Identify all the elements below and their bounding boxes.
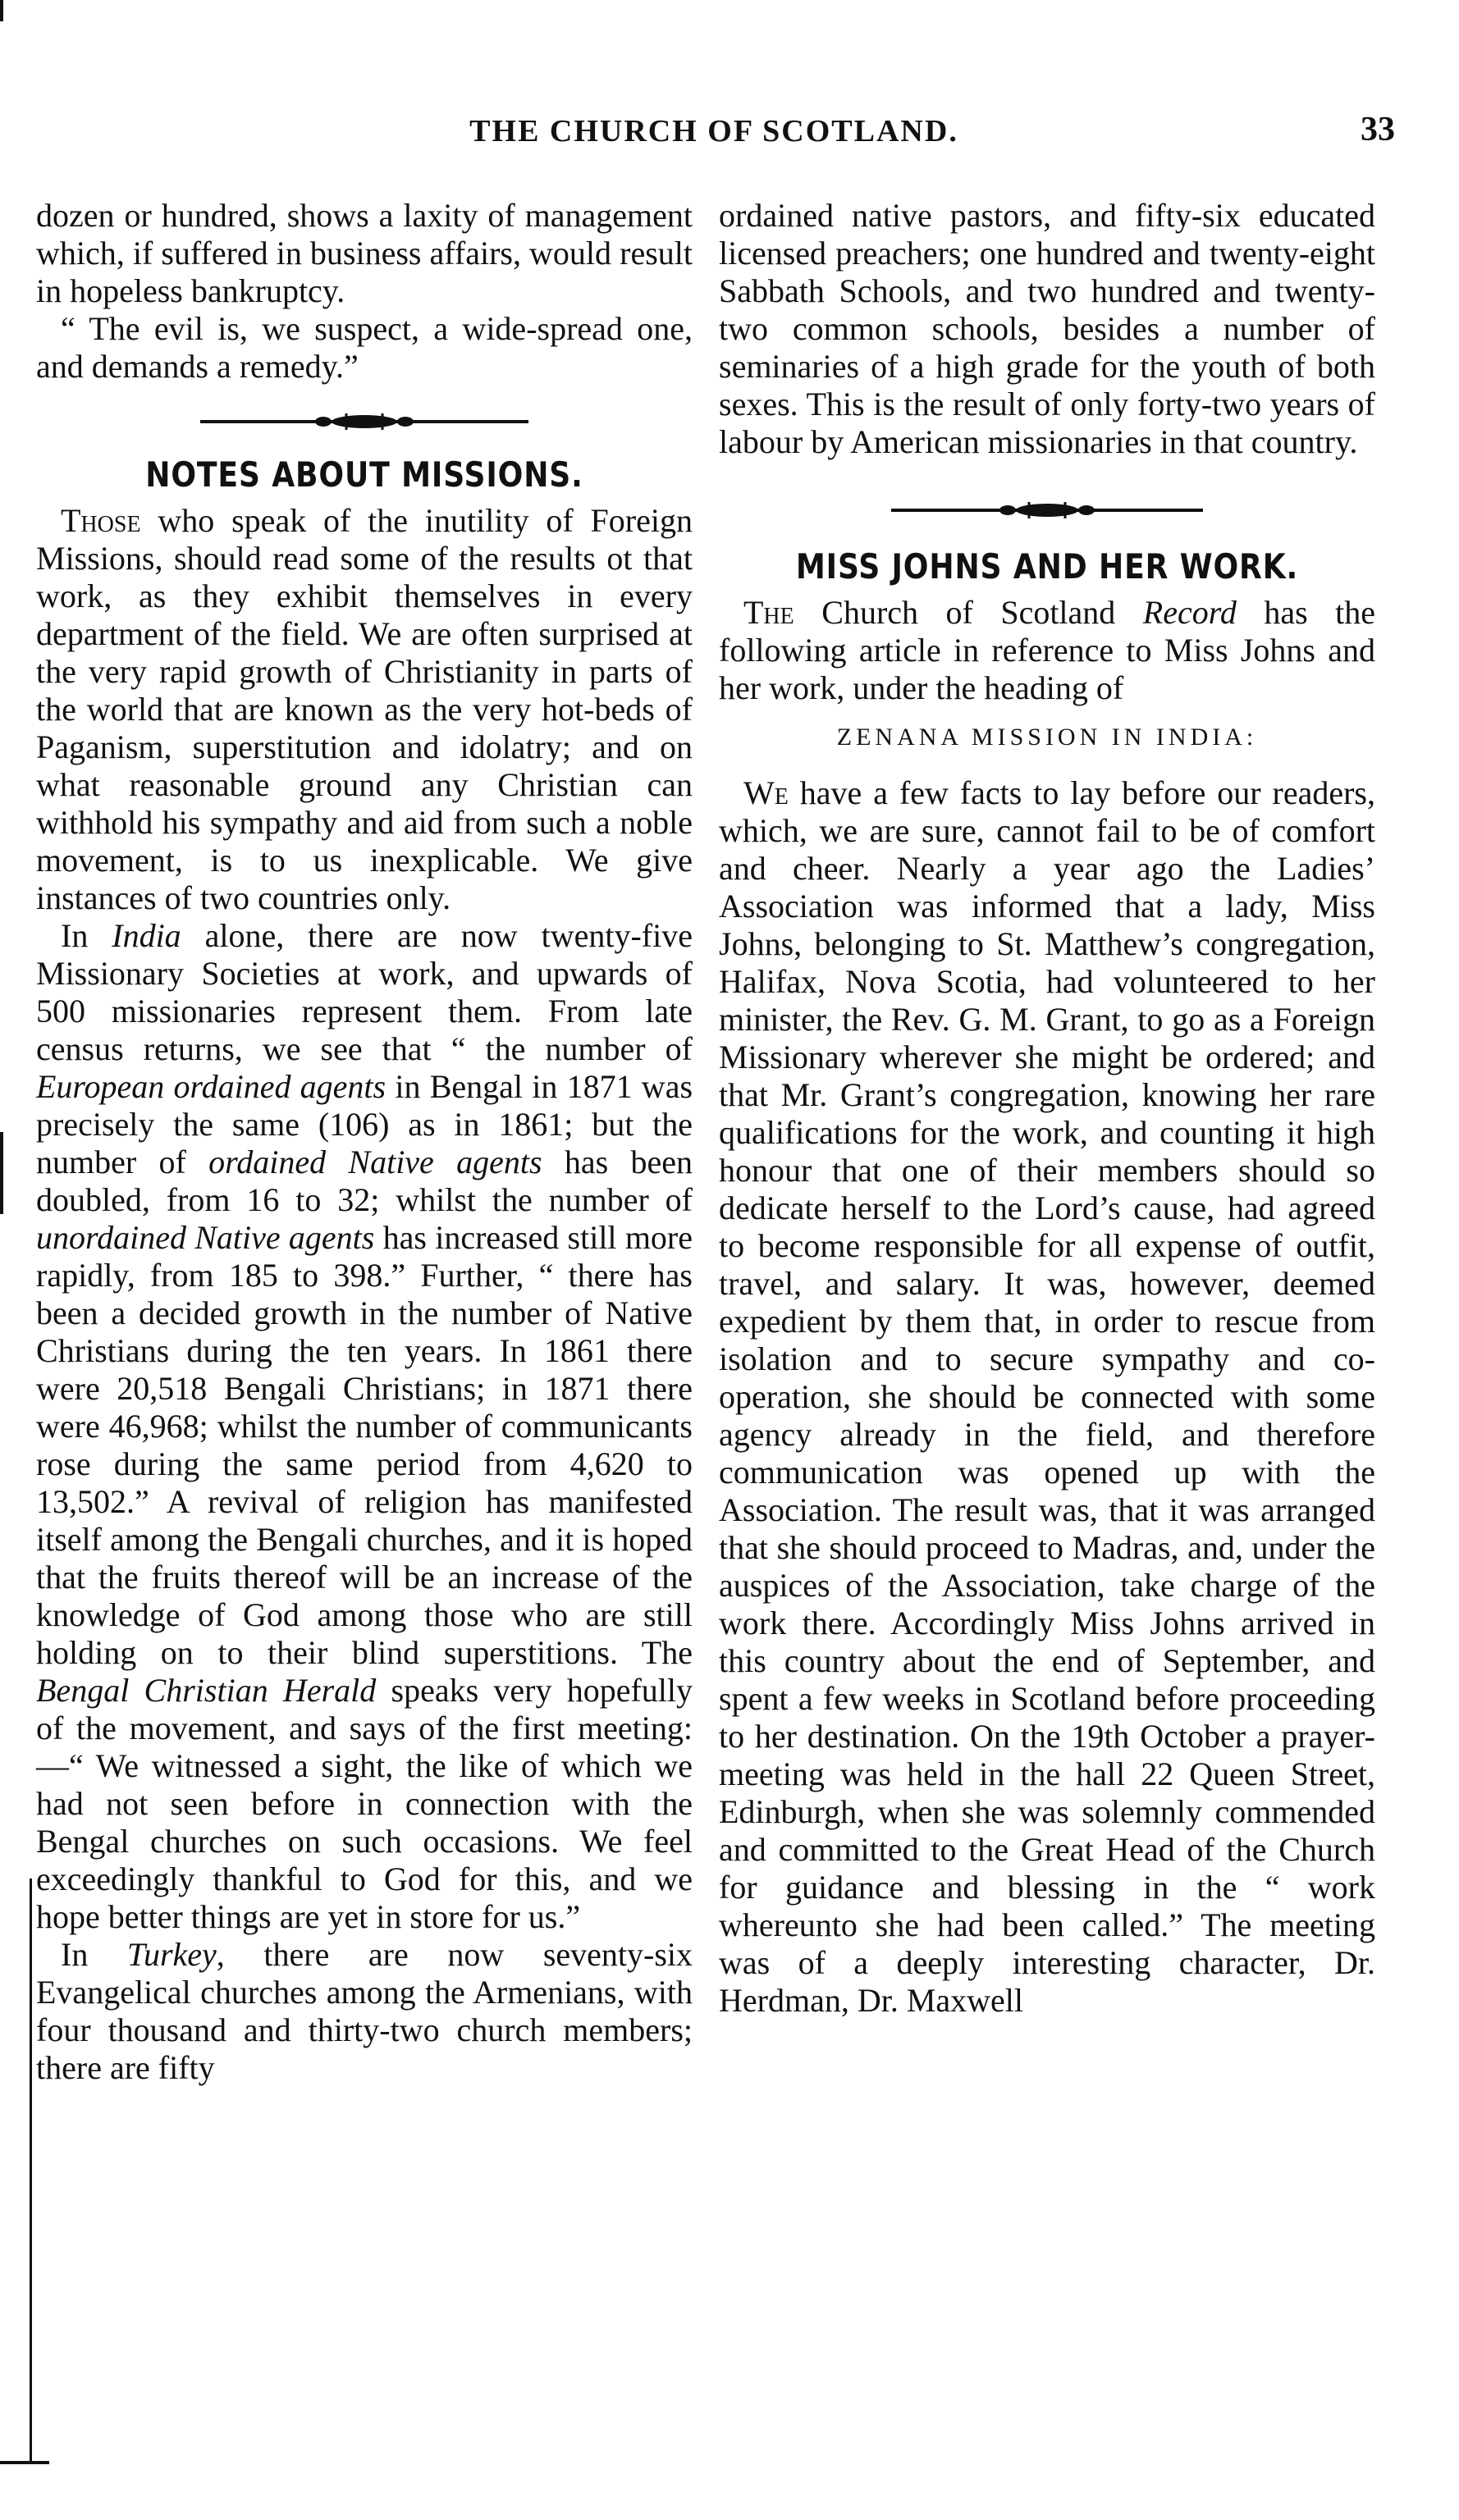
paragraph-text: who speak of the inutility of Foreign Missions, should read some of the results ot that work, as they exhibit themselves in every department of the field. We are often surprised at the very rapid growth of Christianity in parts of the world that are known as the very hot-beds of Paganism, superstitution and idolatry; and on what reasonable ground any Christian can withhold his sympathy and aid from such a noble movement, is to us inexplicable. We give instances of two countries only. (36, 502, 693, 916)
italic-unordained-agents: unordained Native agents (36, 1219, 375, 1256)
left-column (36, 197, 693, 2087)
text-run: has the following article in reference to Miss Johns and her work, under the heading of (719, 594, 1375, 706)
paragraph-inutility (36, 502, 693, 917)
text-run: alone, there are now twenty-five Missionary Societies at work, and upwards of 500 missionaries represent them. From late census returns, we see that “ the number of (36, 917, 693, 1067)
page-header (33, 113, 1395, 162)
paragraph-text: have a few facts to lay before our readers, which, we are sure, cannot fail to be of comfort and cheer. Nearly a year ago the Ladies’ Association was informed that a lady, Miss Johns, belonging to St. Matthew’s congregation, Halifax, Nova Scotia, had volunteered to her minister, the Rev. G. M. Grant, to go as a Foreign Missionary wherever she might be ordered; and that Mr. Grant’s congregation, knowing her rare qualifications for the work, and counting it high honour that one of their members should so dedicate herself to the Lord’s cause, had agreed to become responsible for all expense of outfit, travel, and salary. It was, however, deemed expedient by them that, in order to rescue from isolation and to secure sympathy and co-operation, she should be connected with some agency already in the field, and therefore communication was opened up with the Association. The result was, that it was arranged that she should proceed to Madras, and, under the auspices of the Association, take charge of the work there. Accordingly Miss Johns arrived in this country about the end of September, and spent a few weeks in Scotland before proceeding to her destination. On the 19th October a prayer-meeting was held in the hall 22 Queen Street, Edinburgh, when she was solemnly commended and committed to the Great Head of the Church for guidance and blessing in the “ work whereunto she had been called.” The meeting was of a deeply interesting character, Dr. Herdman, Dr. Maxwell (719, 774, 1375, 2019)
paragraph-intro (719, 594, 1375, 707)
text-run: has been doubled, from 16 to 32; whilst the number of (36, 1144, 693, 1218)
section-heading-notes-about-missions: NOTES ABOUT MISSIONS. (145, 454, 583, 495)
italic-herald: Bengal Christian Herald (36, 1672, 377, 1709)
italic-native-agents: ordained Native agents (208, 1144, 542, 1180)
text-run: In (61, 1936, 127, 1973)
running-title: THE CHURCH OF SCOTLAND. (469, 114, 958, 148)
margin-rule (30, 1879, 32, 2461)
page-number: 33 (1361, 111, 1395, 148)
page-edge-mark-bottom (0, 2461, 49, 2464)
right-column (719, 197, 1375, 2020)
paragraph-turkey (36, 1936, 693, 2087)
continued-paragraph: dozen or hundred, shows a laxity of management which, if suffered in business affairs, would result in hopeless bankruptcy. (36, 197, 693, 309)
italic-european-agents: European ordained agents (36, 1068, 386, 1105)
page-edge-mark-side (0, 1132, 3, 1214)
lead-word: We (743, 774, 789, 811)
section-heading-miss-johns: MISS JOHNS AND HER WORK. (795, 546, 1299, 587)
section-divider-ornament (891, 502, 1203, 518)
continued-paragraph: ordained native pastors, and fifty-six educated licensed preachers; one hundred and twenty-eight Sabbath Schools, and two hundred and twenty-two common schools, besides a number of seminaries of a high grade for the youth of both sexes. This is the result of only forty-two years of labour by American missionaries in that country. (719, 197, 1375, 460)
closing-quote: “ The evil is, we suspect, a wide-spread one, and demands a remedy.” (36, 310, 693, 385)
paragraph-india (36, 917, 693, 1936)
section-divider-ornament (200, 413, 528, 430)
text-run: in Bengal in 1871 was precisely the same (106) as in 1861; but the number of (36, 1068, 693, 1180)
page-edge-mark-top (0, 0, 3, 21)
italic-record: Record (1142, 594, 1237, 631)
lead-word: Those (61, 502, 141, 539)
text-run: , there are now seventy-six Evangelical churches among the Armenians, with four thousand and thirty-two church members; there are fifty (36, 1936, 693, 2086)
italic-india: India (112, 917, 181, 954)
text-run: has increased still more rapidly, from 185 to 398.” Further, “ there has been a decided growth in the number of Native Christians during the ten years. In 1861 there were 20,518 Bengali Christians; in 1871 there were 46,968; whilst the number of communicants rose during the same period from 4,620 to 13,502.” A revival of religion has manifested itself among the Bengali churches, and it is hoped that the fruits thereof will be an increase of the knowledge of God among those who are still holding on to their blind superstitions. The (36, 1219, 693, 1671)
paragraph-miss-johns (719, 774, 1375, 2020)
text-run: Church of Scotland (794, 594, 1143, 631)
text-run: In (61, 917, 112, 954)
lead-word: The (743, 594, 794, 631)
italic-turkey: Turkey (126, 1936, 217, 1973)
text-run: speaks very hopefully of the movement, and says of the first meeting:—“ We witnessed a sight, the like of which we had not seen before in connection with the Bengal churches on such occasions. We feel exceedingly thankful to God for this, and we hope better things are yet in store for us.” (36, 1672, 693, 1935)
subheading-zenana-mission: ZENANA MISSION IN INDIA: (836, 724, 1258, 751)
